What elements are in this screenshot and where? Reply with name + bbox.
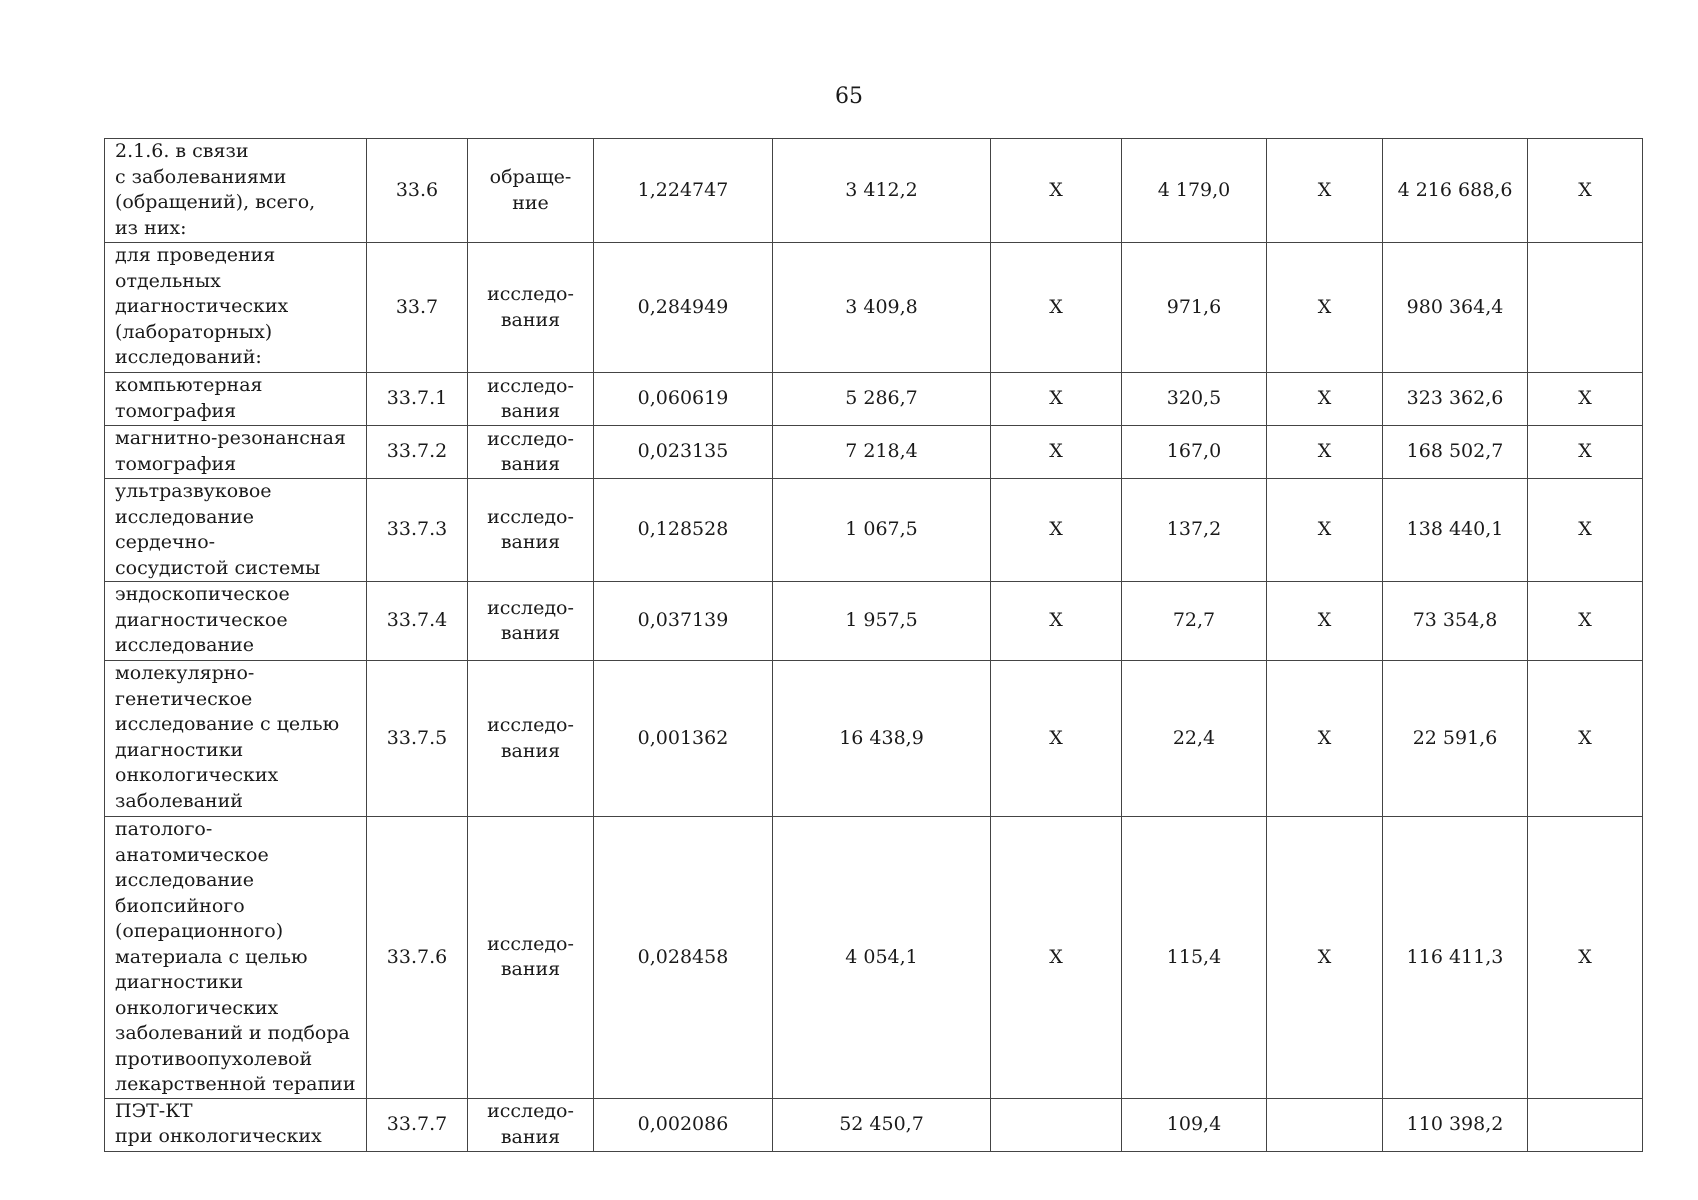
table-row [105, 582, 1643, 661]
row-value: X [1267, 479, 1383, 582]
row-value: 116 411,3 [1383, 817, 1528, 1099]
row-unit: исследо- вания [468, 582, 594, 661]
row-value: 1 067,5 [773, 479, 991, 582]
row-value: X [991, 139, 1122, 243]
row-unit: исследо- вания [468, 243, 594, 373]
row-value: X [1528, 426, 1643, 479]
row-name: магнитно-резонансная томография [105, 426, 367, 479]
row-name: 2.1.6. в связи с заболеваниями (обращений), всего, из них: [105, 139, 367, 243]
row-value: X [1267, 426, 1383, 479]
row-value: X [1528, 661, 1643, 817]
row-value: 137,2 [1122, 479, 1267, 582]
row-value: 52 450,7 [773, 1098, 991, 1151]
row-value: X [1267, 661, 1383, 817]
row-value: 4 179,0 [1122, 139, 1267, 243]
row-value: 323 362,6 [1383, 373, 1528, 426]
row-value: 72,7 [1122, 582, 1267, 661]
row-unit: исследо- вания [468, 661, 594, 817]
row-value: 3 412,2 [773, 139, 991, 243]
row-value [1528, 243, 1643, 373]
row-name: ПЭТ-КТ при онкологических [105, 1098, 367, 1151]
table-row [105, 139, 1643, 243]
row-value: 73 354,8 [1383, 582, 1528, 661]
row-value: X [1528, 139, 1643, 243]
row-value: X [1528, 582, 1643, 661]
row-value: 167,0 [1122, 426, 1267, 479]
row-value: 0,037139 [594, 582, 773, 661]
row-value: 4 054,1 [773, 817, 991, 1099]
row-value: 22 591,6 [1383, 661, 1528, 817]
table-row [105, 479, 1643, 582]
row-unit: исследо- вания [468, 479, 594, 582]
row-name: ультразвуковое исследование сердечно- сосудистой системы [105, 479, 367, 582]
row-value: X [1528, 817, 1643, 1099]
row-value: 0,001362 [594, 661, 773, 817]
row-value: 0,028458 [594, 817, 773, 1099]
table-row [105, 243, 1643, 373]
row-value: X [991, 582, 1122, 661]
table-row [105, 661, 1643, 817]
row-value [991, 1098, 1122, 1151]
row-line-number: 33.7.2 [367, 426, 468, 479]
row-name: эндоскопическое диагностическое исследование [105, 582, 367, 661]
row-value: 4 216 688,6 [1383, 139, 1528, 243]
row-value: X [991, 426, 1122, 479]
row-line-number: 33.7.3 [367, 479, 468, 582]
row-value: X [991, 817, 1122, 1099]
row-value: 971,6 [1122, 243, 1267, 373]
row-value: 0,128528 [594, 479, 773, 582]
row-line-number: 33.7 [367, 243, 468, 373]
row-value: X [991, 373, 1122, 426]
row-line-number: 33.6 [367, 139, 468, 243]
table-row [105, 373, 1643, 426]
row-value: 1 957,5 [773, 582, 991, 661]
row-value: 110 398,2 [1383, 1098, 1528, 1151]
row-name: патолого-анатомическое исследование биопсийного (операционного) материала с целью диагностики онкологических заболеваний и подбора противоопухолевой лекарственной терапии [105, 817, 367, 1099]
row-value: 0,284949 [594, 243, 773, 373]
row-value: 3 409,8 [773, 243, 991, 373]
row-value: X [991, 243, 1122, 373]
row-unit: обраще- ние [468, 139, 594, 243]
row-line-number: 33.7.4 [367, 582, 468, 661]
row-line-number: 33.7.7 [367, 1098, 468, 1151]
row-unit: исследо- вания [468, 373, 594, 426]
row-value: X [1267, 139, 1383, 243]
row-value: X [1267, 243, 1383, 373]
row-value: 0,023135 [594, 426, 773, 479]
row-line-number: 33.7.5 [367, 661, 468, 817]
row-value: X [1267, 582, 1383, 661]
table-row [105, 817, 1643, 1099]
row-value: 0,002086 [594, 1098, 773, 1151]
row-value: X [991, 661, 1122, 817]
page-number: 65 [835, 84, 863, 109]
row-unit: исследо- вания [468, 1098, 594, 1151]
row-name: компьютерная томография [105, 373, 367, 426]
row-name: для проведения отдельных диагностических (лабораторных) исследований: [105, 243, 367, 373]
row-value: 16 438,9 [773, 661, 991, 817]
row-value: 320,5 [1122, 373, 1267, 426]
row-value: 1,224747 [594, 139, 773, 243]
row-line-number: 33.7.1 [367, 373, 468, 426]
row-unit: исследо- вания [468, 817, 594, 1099]
row-unit: исследо- вания [468, 426, 594, 479]
row-line-number: 33.7.6 [367, 817, 468, 1099]
row-value [1267, 1098, 1383, 1151]
row-value: X [1267, 373, 1383, 426]
row-value: X [1528, 479, 1643, 582]
table-row [105, 426, 1643, 479]
row-value: 7 218,4 [773, 426, 991, 479]
data-table [104, 138, 1643, 1152]
row-value: X [1528, 373, 1643, 426]
row-value: 5 286,7 [773, 373, 991, 426]
row-value: 168 502,7 [1383, 426, 1528, 479]
row-value: 138 440,1 [1383, 479, 1528, 582]
row-value: 980 364,4 [1383, 243, 1528, 373]
row-value: 109,4 [1122, 1098, 1267, 1151]
row-value: 22,4 [1122, 661, 1267, 817]
row-value: 0,060619 [594, 373, 773, 426]
row-value [1528, 1098, 1643, 1151]
row-value: 115,4 [1122, 817, 1267, 1099]
row-value: X [1267, 817, 1383, 1099]
row-name: молекулярно- генетическое исследование с целью диагностики онкологических заболеваний [105, 661, 367, 817]
table-row [105, 1098, 1643, 1151]
row-value: X [991, 479, 1122, 582]
